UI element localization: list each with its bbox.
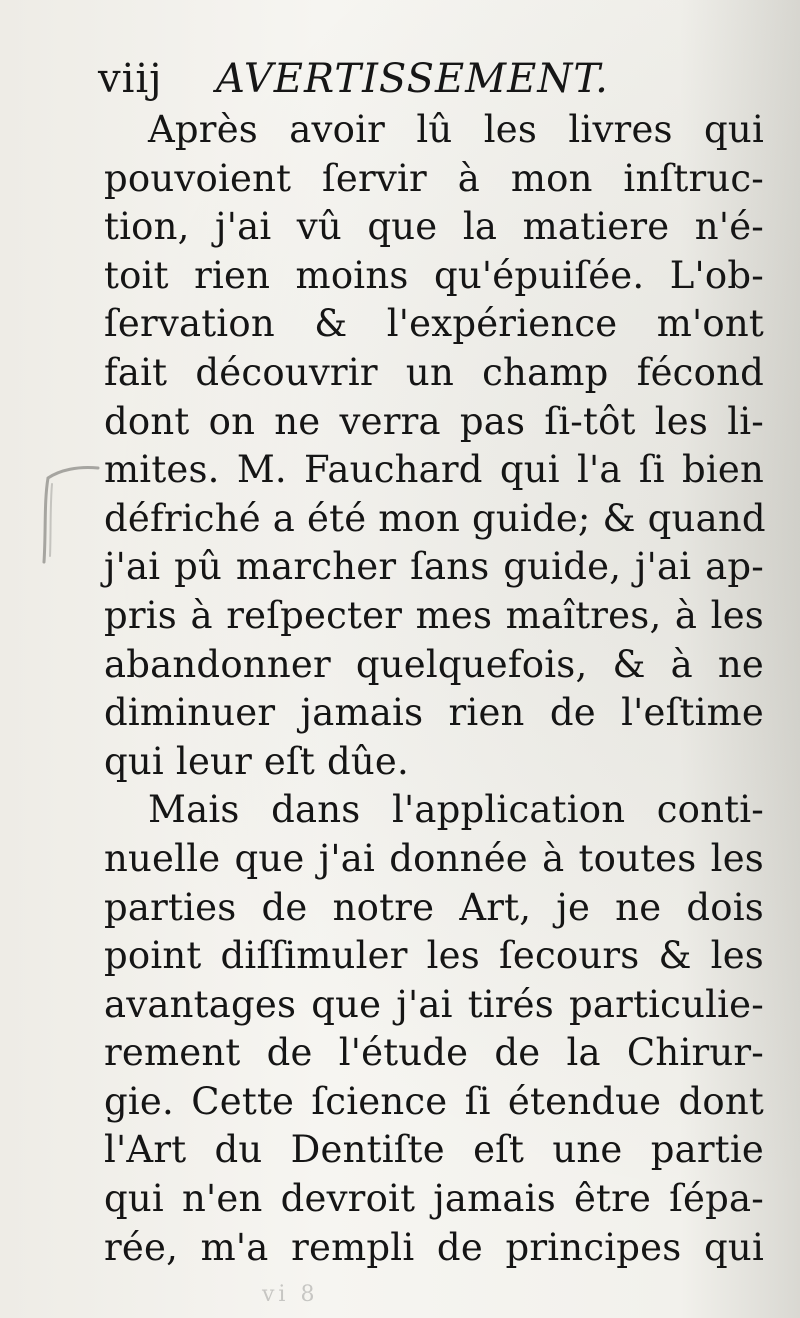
text-line: diminuer jamais rien de l'eſtime [104, 691, 764, 735]
handwritten-bracket-mark-icon [38, 462, 102, 570]
text-line: tion, j'ai vû que la matiere n'é- [104, 205, 764, 249]
page-header [98, 46, 758, 106]
body-text [104, 106, 764, 1272]
text-line: pouvoient ſervir à mon inſtruc- [104, 156, 764, 200]
running-title: AVERTISSEMENT. [216, 56, 609, 102]
text-line: pris à reſpecter mes maîtres, à les [104, 593, 764, 637]
text-line: mites. M. Fauchard qui l'a ſi bien [104, 448, 764, 492]
text-line: rement de l'étude de la Chirur- [104, 1031, 764, 1075]
text-line: ſervation & l'expérience m'ont [104, 302, 764, 346]
page-number: viij [98, 56, 163, 102]
text-line: parties de notre Art, je ne dois [104, 885, 764, 929]
text-line: Après avoir lû les livres qui [148, 108, 764, 151]
text-line: gie. Cette ſcience ſi étendue dont [104, 1079, 764, 1123]
text-line: toit rien moins qu'épuiſée. L'ob- [104, 253, 764, 297]
text-line: Mais dans l'application conti- [148, 788, 764, 832]
text-line: avantages que j'ai tirés particulie- [104, 982, 764, 1026]
text-line: abandonner quelquefois, & à ne [104, 642, 764, 686]
bleed-through-text: vi 8 [262, 1282, 319, 1307]
text-line: dont on ne verra pas ſi-tôt les li- [104, 399, 764, 443]
text-line: défriché a été mon guide; & quand [104, 496, 766, 540]
text-line: l'Art du Dentiſte eſt une partie [104, 1128, 764, 1172]
text-line: nuelle que j'ai donnée à toutes les [104, 836, 764, 880]
text-line: rée, m'a rempli de principes qui [104, 1225, 764, 1269]
text-line: qui leur eſt dûe. [104, 739, 409, 783]
text-line: qui n'en devroit jamais être ſépa- [104, 1177, 764, 1221]
text-line: point diſſimuler les ſecours & les [104, 934, 764, 978]
text-line: j'ai pû marcher ſans guide, j'ai ap- [104, 545, 764, 589]
text-line: fait découvrir un champ fécond [104, 350, 764, 394]
